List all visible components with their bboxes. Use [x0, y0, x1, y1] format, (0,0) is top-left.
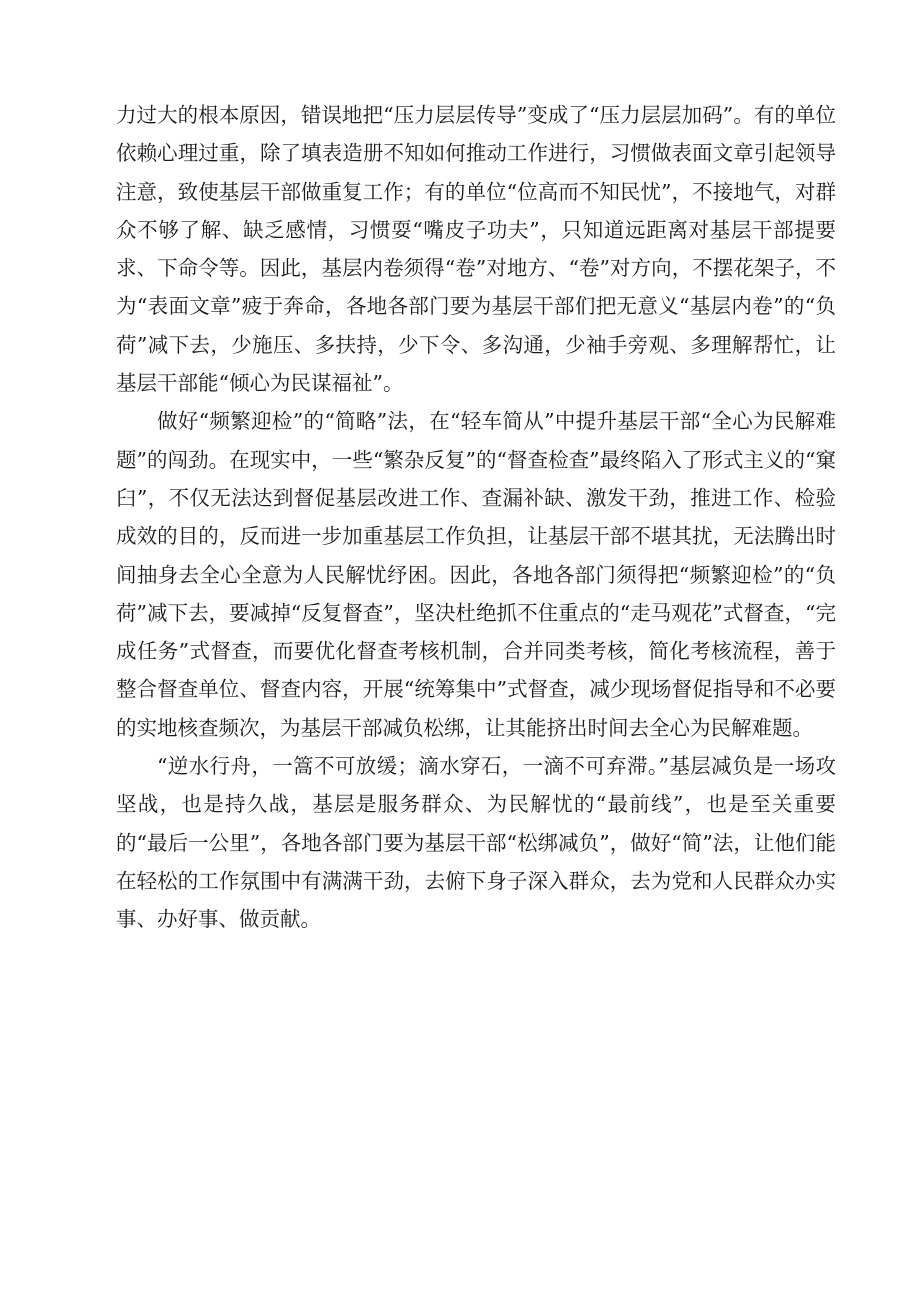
paragraph-simplified-inspection: 做好“频繁迎检”的“简略”法，在“轻车简从”中提升基层干部“全心为民解难题”的闯劲。在现实中，一些“繁杂反复”的“督查检查”最终陷入了形式主义的“窠臼”，不仅无法达到督促基层改进工作、查漏补缺、激发干劲，推进工作、检验成效的目的，反而进一步加重基层工作负担，让基层干部不堪其扰，无法腾出时间抽身去全心全意为人民解忧纾困。因此，各地各部门须得把“频繁迎检”的“负荷”减下去，要减掉“反复督查”，坚决杜绝抓不住重点的“走马观花”式督查，“完成任务”式督查，而要优化督查考核机制，合并同类考核，简化考核流程，善于整合督查单位、督查内容，开展“统筹集中”式督查，减少现场督促指导和不必要的实地核查频次，为基层干部减负松绑，让其能挤出时间去全心为民解难题。 — [116, 409, 836, 740]
document-body — [116, 96, 836, 939]
paragraph-continued: 力过大的根本原因，错误地把“压力层层传导”变成了“压力层层加码”。有的单位依赖心理过重，除了填表造册不知如何推动工作进行，习惯做表面文章引起领导注意，致使基层干部做重复工作；有的单位“位高而不知民忧”，不接地气，对群众不够了解、缺乏感情，习惯耍“嘴皮子功夫”，只知道远距离对基层干部提要求、下命令等。因此，基层内卷须得“卷”对地方、“卷”对方向，不摆花架子，不为“表面文章”疲于奔命，各地各部门要为基层干部们把无意义“基层内卷”的“负荷”减下去，少施压、多扶持，少下令、多沟通，少袖手旁观、多理解帮忙，让基层干部能“倾心为民谋福祉”。 — [116, 103, 836, 396]
paragraph-conclusion: “逆水行舟，一篙不可放缓；滴水穿石，一滴不可弃滞。”基层减负是一场攻坚战，也是持久战，基层是服务群众、为民解忧的“最前线”，也是至关重要的“最后一公里”，各地各部门要为基层干部“松绑减负”，做好“简”法，让他们能在轻松的工作氛围中有满满干劲，去俯下身子深入群众，去为党和人民群众办实事、办好事、做贡献。 — [116, 754, 836, 932]
